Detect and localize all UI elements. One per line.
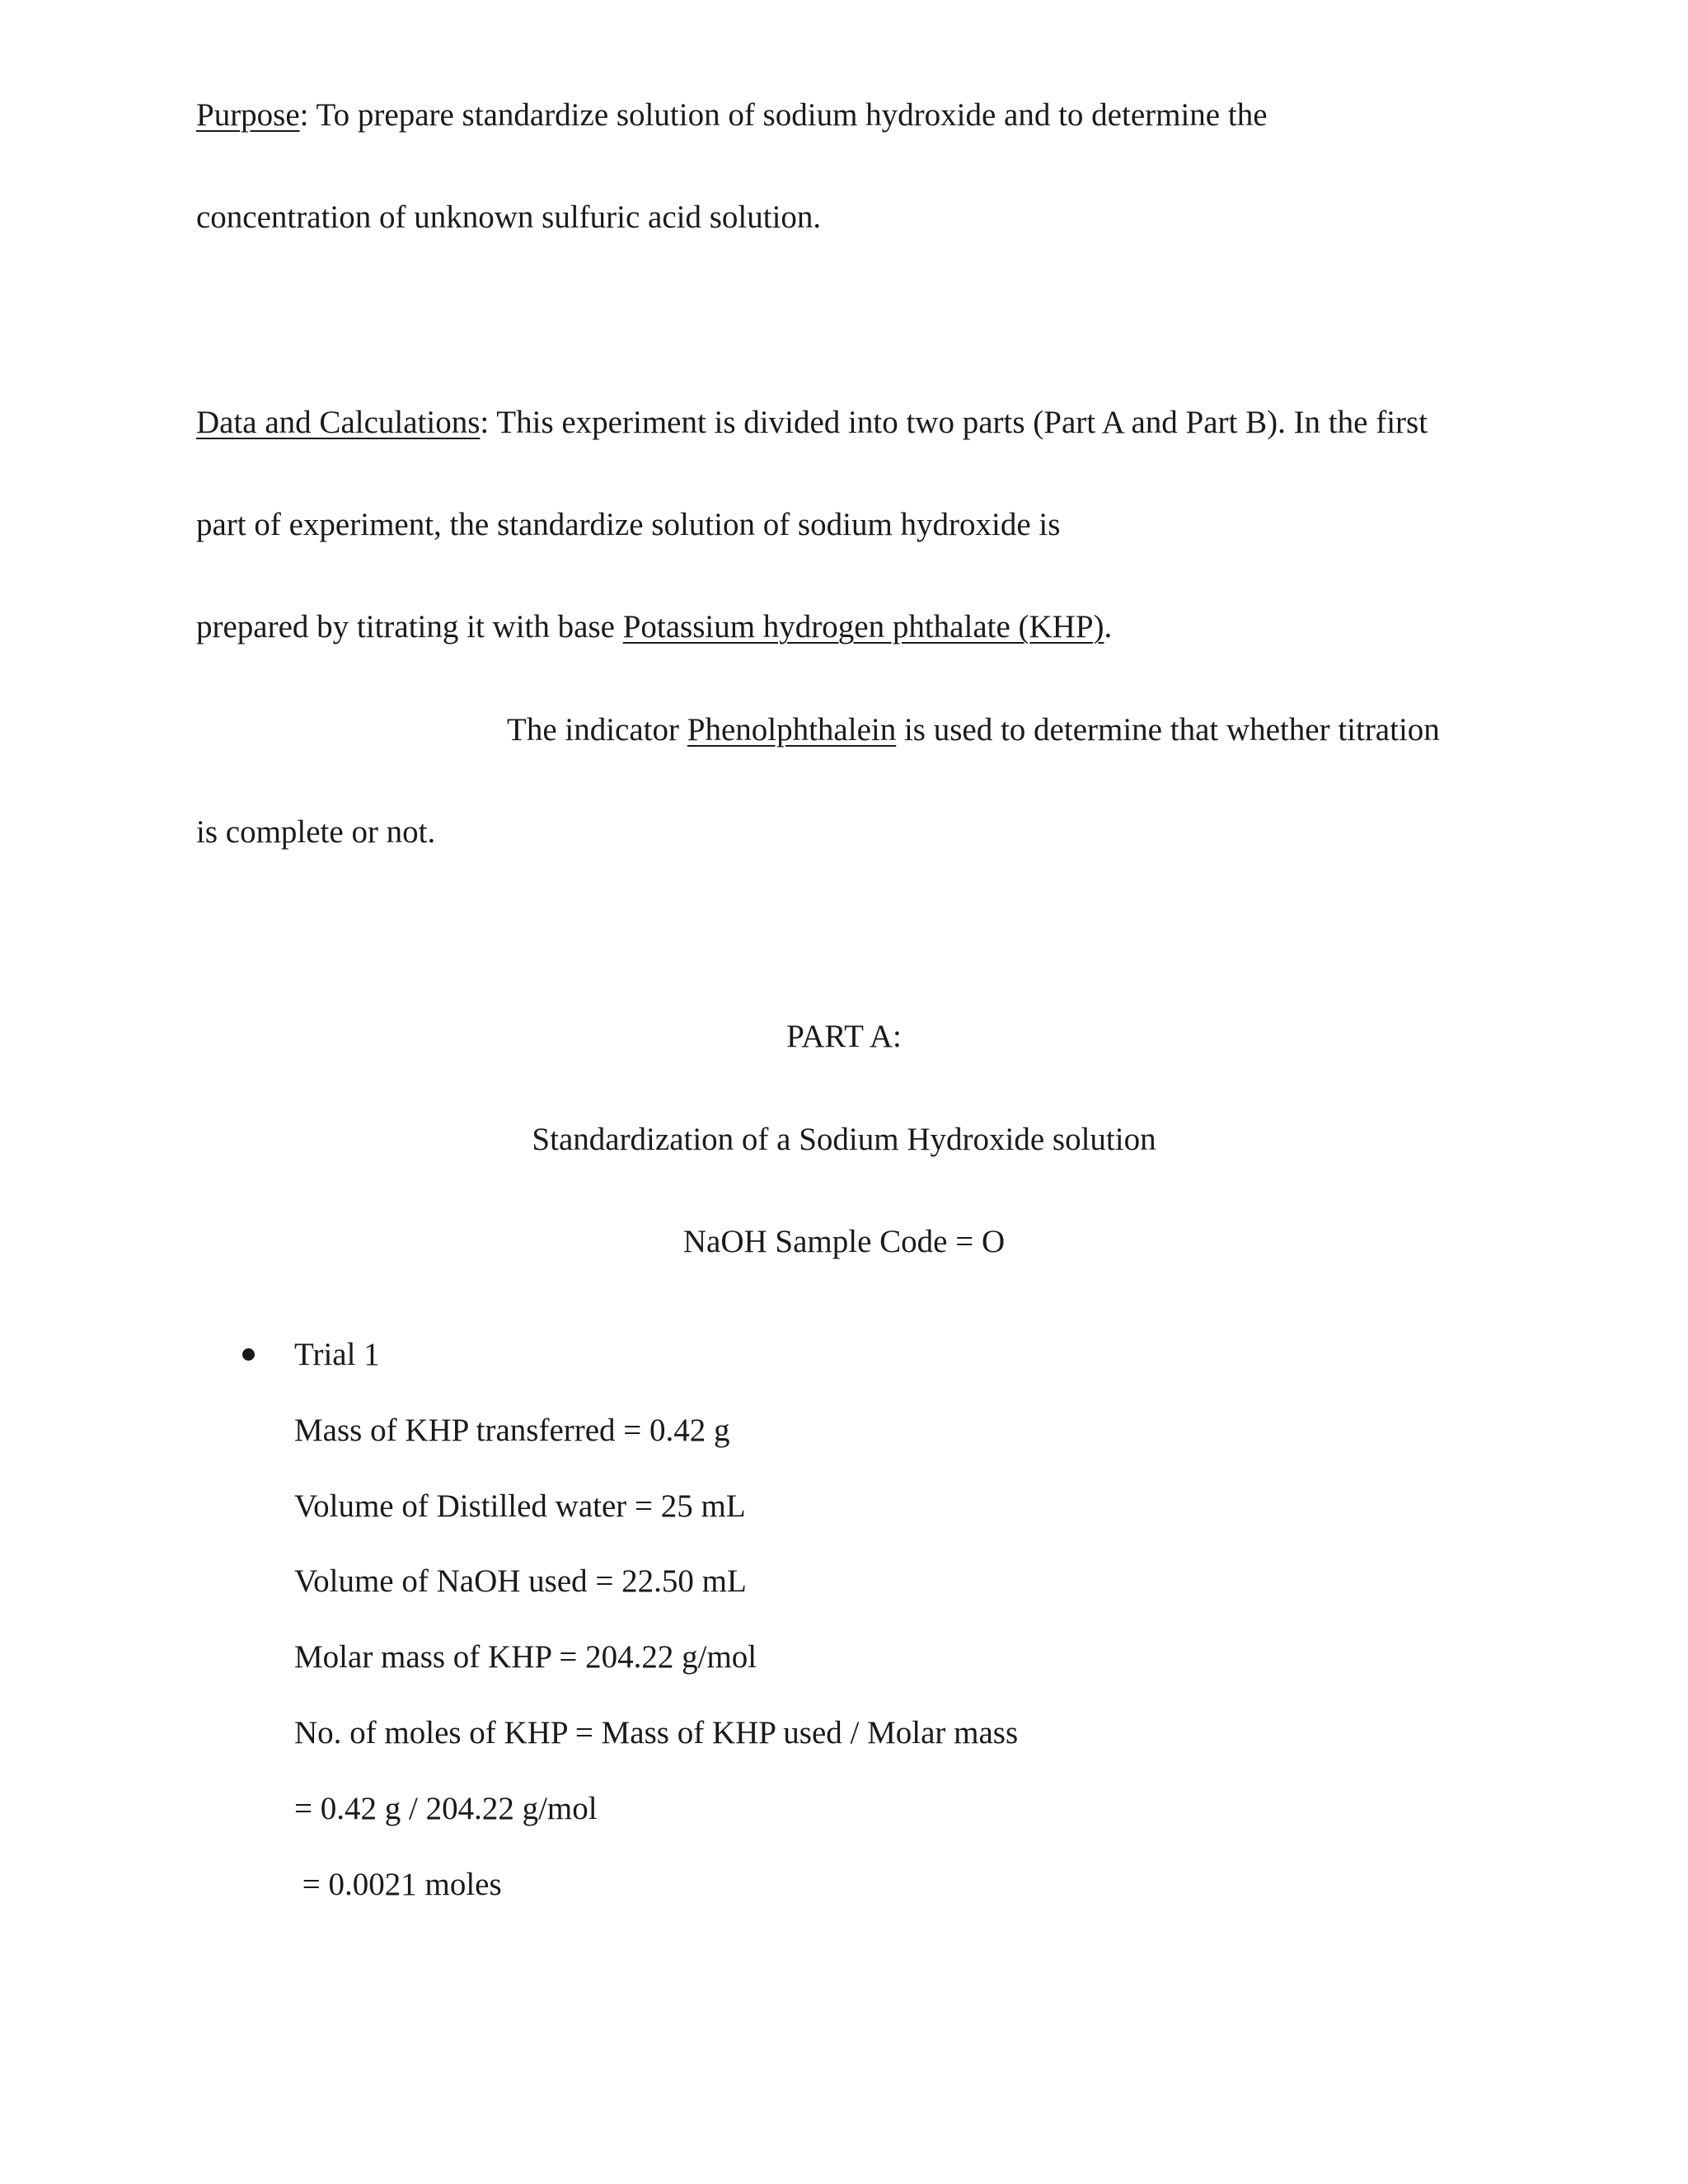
data-calc-line-4-prefix: The indicator [507,712,687,748]
trial-line-moles-result: = 0.0021 moles [294,1867,502,1902]
purpose-line-2: concentration of unknown sulfuric acid solution. [196,199,822,235]
data-calc-text: : This experiment is divided into two parts (Part A and Part B). In the first [480,405,1428,440]
part-a-subtitle: Standardization of a Sodium Hydroxide solution [532,1122,1156,1157]
purpose-line-1 [196,99,1268,131]
bullet-icon [242,1348,255,1361]
purpose-text: : To prepare standardize solution of sodium hydroxide and to determine the [299,97,1268,133]
trial-line-moles-calc: = 0.42 g / 204.22 g/mol [294,1791,598,1826]
data-calc-line-3-suffix: . [1104,609,1113,644]
data-calc-line-3 [196,611,1112,643]
data-calc-line-1 [196,406,1428,438]
khp-term: Potassium hydrogen phthalate (KHP) [622,609,1104,644]
phenolphthalein-term: Phenolphthalein [687,712,897,748]
trial-line-water: Volume of Distilled water = 25 mL [294,1488,746,1524]
trial-line-moles-formula: No. of moles of KHP = Mass of KHP used / Molar mass [294,1715,1019,1750]
purpose-heading: Purpose [196,97,300,133]
data-calc-line-4 [507,714,1440,746]
data-calc-line-5: is complete or not. [196,814,436,850]
trial-line-molar-mass: Molar mass of KHP = 204.22 g/mol [294,1639,757,1675]
data-calc-line-2: part of experiment, the standardize solution of sodium hydroxide is [196,507,1061,542]
naoh-sample-code: NaOH Sample Code = O [682,1224,1006,1259]
trial-line-mass: Mass of KHP transferred = 0.42 g [294,1413,730,1448]
trial-1-label: Trial 1 [294,1337,380,1372]
data-calc-line-4-suffix: is used to determine that whether titration [896,712,1440,748]
data-calc-line-3-prefix: prepared by titrating it with base [196,609,623,644]
data-calc-heading: Data and Calculations [196,405,481,440]
part-a-title: PART A: [786,1019,902,1054]
trial-line-naoh: Volume of NaOH used = 22.50 mL [294,1563,747,1599]
